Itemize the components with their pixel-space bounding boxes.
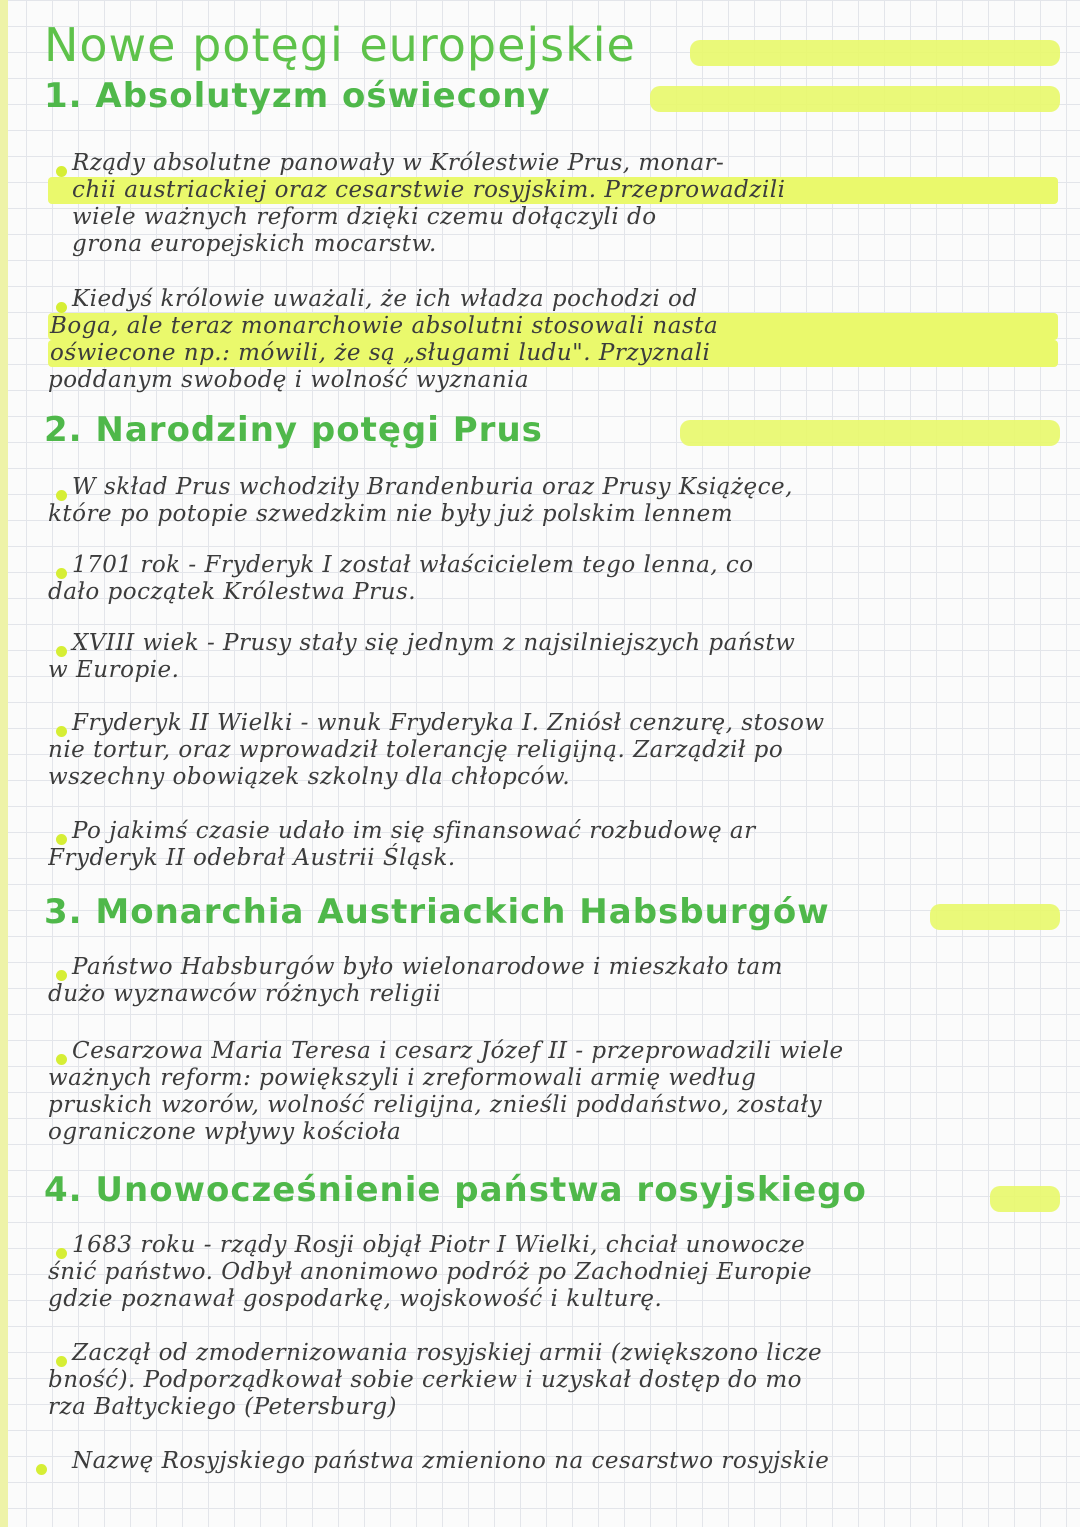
paragraph	[48, 1340, 1058, 1421]
section-heading-4: 4. Unowocześnienie państwa rosyjskiego	[44, 1170, 867, 1210]
paragraph	[48, 630, 1058, 684]
paragraph	[48, 818, 1058, 872]
text-line: ważnych reform: powiększyli i zreformowali armię według	[48, 1065, 757, 1091]
paragraph	[48, 150, 1058, 258]
text-line: rza Bałtyckiego (Petersburg)	[48, 1394, 398, 1420]
text-line: Po jakimś czasie udało im się sfinansować rozbudowę ar	[72, 818, 756, 844]
paragraph	[48, 1038, 1058, 1146]
text-line: dało początek Królestwa Prus.	[48, 579, 417, 605]
paragraph	[48, 1448, 1058, 1475]
text-line: 1683 roku - rządy Rosji objął Piotr I Wielki, chciał unowocze	[72, 1232, 806, 1258]
text-line: Państwo Habsburgów było wielonarodowe i mieszkało tam	[72, 954, 783, 980]
paragraph	[48, 710, 1058, 791]
text-line: poddanym swobodę i wolność wyznania	[48, 367, 530, 393]
text-line: Fryderyk II Wielki - wnuk Fryderyka I. Zniósł cenzurę, stosow	[72, 710, 825, 736]
text-line: gdzie poznawał gospodarkę, wojskowość i kulturę.	[48, 1286, 663, 1312]
bullet	[36, 1464, 47, 1475]
text-line: W skład Prus wchodziły Brandenburia oraz Prusy Książęce,	[72, 474, 793, 500]
section-heading-2: 2. Narodziny potęgi Prus	[44, 410, 543, 450]
heading-highlight	[680, 420, 1060, 446]
text-line: Fryderyk II odebrał Austrii Śląsk.	[48, 845, 456, 871]
section-heading-3: 3. Monarchia Austriackich Habsburgów	[44, 892, 830, 932]
heading-highlight	[650, 86, 1060, 112]
paragraph	[48, 1232, 1058, 1313]
page-title: Nowe potęgi europejskie	[44, 18, 636, 72]
text-line: w Europie.	[48, 657, 180, 683]
text-line: Zaczął od zmodernizowania rosyjskiej armii (zwiększono licze	[72, 1340, 823, 1366]
text-line: wiele ważnych reform dzięki czemu dołączyli do	[72, 204, 657, 230]
text-line: oświecone np.: mówili, że są „sługami ludu". Przyznali	[48, 340, 1058, 367]
text-line: ograniczone wpływy kościoła	[48, 1119, 402, 1145]
paragraph	[48, 474, 1058, 528]
text-line: które po potopie szwedzkim nie były już polskim lennem	[48, 501, 734, 527]
text-line: grona europejskich mocarstw.	[72, 231, 437, 257]
text-line: Nazwę Rosyjskiego państwa zmieniono na cesarstwo rosyjskie	[72, 1448, 830, 1474]
text-line: dużo wyznawców różnych religii	[48, 981, 442, 1007]
title-highlight	[690, 40, 1060, 66]
text-line: bność). Podporządkował sobie cerkiew i uzyskał dostęp do mo	[48, 1367, 802, 1393]
text-line: śnić państwo. Odbył anonimowo podróż po Zachodniej Europie	[48, 1259, 813, 1285]
margin-strip	[0, 0, 8, 1527]
heading-highlight	[990, 1186, 1060, 1212]
text-line: nie tortur, oraz wprowadził tolerancję religijną. Zarządził po	[48, 737, 784, 763]
text-line: pruskich wzorów, wolność religijna, znieśli poddaństwo, zostały	[48, 1092, 823, 1118]
paragraph	[48, 286, 1058, 394]
text-line: Kiedyś królowie uważali, że ich władza pochodzi od	[72, 286, 698, 312]
paragraph	[48, 552, 1058, 606]
text-line: wszechny obowiązek szkolny dla chłopców.	[48, 764, 571, 790]
text-line: Rządy absolutne panowały w Królestwie Prus, monar-	[72, 150, 725, 176]
text-line: Cesarzowa Maria Teresa i cesarz Józef II - przeprowadzili wiele	[72, 1038, 844, 1064]
text-line: Boga, ale teraz monarchowie absolutni stosowali nasta	[48, 313, 1058, 340]
text-line: 1701 rok - Fryderyk I został właścicielem tego lenna, co	[72, 552, 754, 578]
text-line: XVIII wiek - Prusy stały się jednym z najsilniejszych państw	[72, 630, 796, 656]
paragraph	[48, 954, 1058, 1008]
heading-highlight	[930, 904, 1060, 930]
text-line: chii austriackiej oraz cesarstwie rosyjskim. Przeprowadzili	[48, 177, 1058, 204]
section-heading-1: 1. Absolutyzm oświecony	[44, 76, 551, 116]
